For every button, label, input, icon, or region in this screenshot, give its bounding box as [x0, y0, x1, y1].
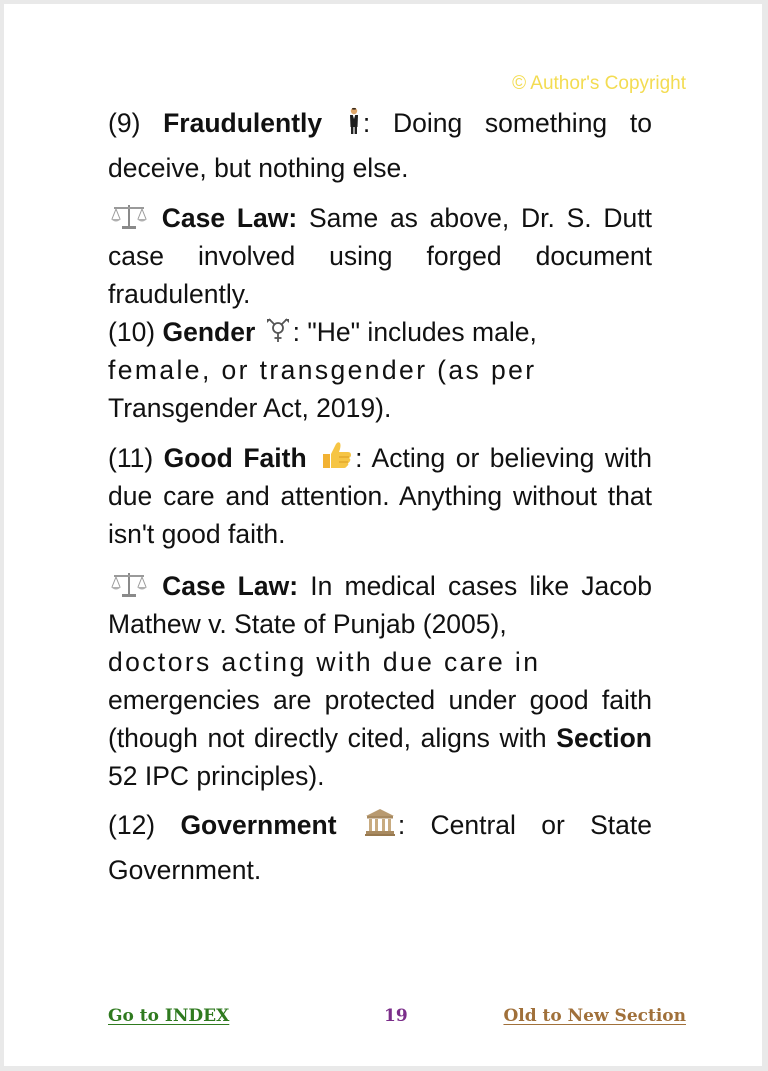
entry-term: Government — [180, 810, 337, 840]
transgender-symbol-icon — [265, 316, 291, 344]
definition-gender — [108, 313, 652, 427]
entry-definition-line-2: female, or transgender (as per — [108, 355, 537, 385]
page-number: 19 — [384, 1006, 408, 1026]
entry-term: Gender — [162, 317, 256, 347]
entry-definition-line-1: : "He" includes male, — [292, 317, 537, 347]
entry-term: Fraudulently — [163, 108, 323, 138]
case-law-label: Case Law: — [162, 571, 299, 601]
document-page — [4, 4, 762, 1066]
entry-number: (12) — [108, 810, 181, 840]
scales-icon — [110, 570, 148, 598]
case-law-paragraph-2 — [108, 567, 652, 795]
entry-definition: : Acting or believing with due care and attention. Anything without that isn't good faith. — [108, 443, 652, 549]
judge-icon — [347, 107, 361, 135]
case-law-label: Case Law: — [161, 203, 298, 233]
case-law-text-line-2: doctors acting with due care in — [108, 647, 541, 677]
section-label: Section — [556, 723, 652, 753]
entry-definition: : Central or State Government. — [108, 810, 652, 885]
case-law-text-line-4: 52 IPC principles). — [108, 761, 325, 791]
classical-building-icon — [364, 807, 396, 837]
copyright-notice: © Author's Copyright — [512, 73, 686, 94]
document-body — [108, 101, 652, 893]
entry-number: (11) — [108, 443, 164, 473]
case-law-text-line-3: emergencies are protected under good faith (though not directly cited, aligns with — [108, 685, 652, 753]
go-to-index-link[interactable]: Go to INDEX — [108, 1006, 230, 1026]
case-law-text-line-1: In medical cases like Jacob Mathew v. State of Punjab (2005), — [108, 571, 652, 639]
old-to-new-section-link[interactable]: Old to New Section — [503, 1006, 686, 1026]
entry-definition: : Doing something to deceive, but nothing else. — [108, 108, 652, 183]
entry-term: Good Faith — [163, 443, 307, 473]
definition-government — [108, 803, 652, 893]
entry-number: (9) — [108, 108, 164, 138]
case-law-paragraph-1 — [108, 199, 652, 313]
entry-definition-line-3: Transgender Act, 2019). — [108, 393, 392, 423]
case-law-text: Same as above, Dr. S. Dutt case involved using forged document fraudulently. — [108, 203, 652, 309]
thumbs-up-icon — [319, 440, 353, 470]
definition-fraudulently — [108, 101, 652, 191]
scales-icon — [110, 202, 148, 230]
definition-good-faith — [108, 439, 652, 553]
entry-number: (10) — [108, 317, 163, 347]
